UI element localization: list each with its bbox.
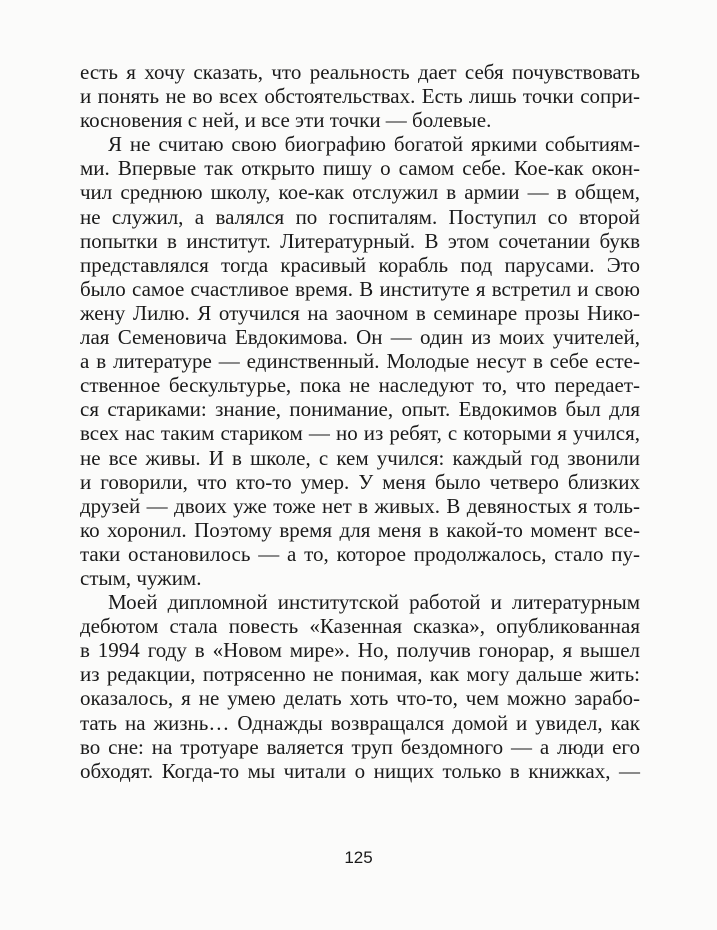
- paragraph-first-line: Я не считаю свою биографию богатой яркими событиям-: [108, 132, 640, 157]
- text-line: и говорили, что кто-то умер. У меня было четверо близких: [80, 469, 640, 494]
- text-line: обходят. Когда-то мы читали о нищих только в книжках, —: [80, 758, 640, 783]
- text-line: оказалось, я не умею делать хоть что-то, чем можно зарабо-: [80, 686, 640, 711]
- text-line: тать на жизнь… Однажды возвращался домой и увидел, как: [80, 710, 640, 735]
- text-line: не все живы. И в школе, с кем учился: каждый год звонили: [80, 445, 640, 470]
- text-line: ственное бескультурье, пока не наследуют то, что передает-: [80, 373, 640, 398]
- text-line: попытки в институт. Литературный. В этом сочетании букв: [80, 228, 640, 253]
- text-line: всех нас таким стариком — но из ребят, с которыми я учился,: [80, 421, 640, 446]
- text-line: косновения с ней, и все эти точки — болевые.: [80, 108, 492, 133]
- text-line: чил среднюю школу, кое-как отслужил в армии — в общем,: [80, 180, 640, 205]
- text-line: в 1994 году в «Новом мире». Но, получив гонорар, я вышел: [80, 638, 640, 663]
- text-line: ко хоронил. Поэтому время для меня в какой-то момент все-: [80, 517, 640, 542]
- text-line: во сне: на тротуаре валяется труп бездомного — а люди его: [80, 734, 640, 759]
- text-line: представлялся тогда красивый корабль под парусами. Это: [80, 252, 640, 277]
- page-number: 125: [344, 848, 373, 867]
- text-line: жену Лилю. Я отучился на заочном в семинаре прозы Нико-: [80, 300, 640, 325]
- text-line: ми. Впервые так открыто пишу о самом себе. Кое-как окон-: [80, 156, 640, 181]
- body-text: [80, 60, 640, 783]
- text-line: не служил, а валялся по госпиталям. Поступил со второй: [80, 204, 640, 229]
- text-line: таки остановилось — а то, которое продолжалось, стало пу-: [80, 541, 640, 566]
- text-line: есть я хочу сказать, что реальность дает себя почувствовать: [80, 60, 640, 84]
- text-line: стым, чужим.: [80, 565, 202, 590]
- text-line: ся стариками: знание, понимание, опыт. Евдокимов был для: [80, 397, 640, 422]
- text-line: было самое счастливое время. В институте я встретил и свою: [80, 276, 640, 301]
- text-line: а в литературе — единственный. Молодые несут в себе есте-: [80, 349, 640, 374]
- text-line: и понять не во всех обстоятельствах. Есть лишь точки сопри-: [80, 84, 640, 109]
- text-line: дебютом стала повесть «Казенная сказка», опубликованная: [80, 614, 640, 639]
- text-line: лая Семеновича Евдокимова. Он — один из моих учителей,: [80, 325, 640, 350]
- text-line: друзей — двоих уже тоже нет в живых. В девяностых я толь-: [80, 493, 640, 518]
- paragraph-first-line: Моей дипломной институтской работой и литературным: [108, 590, 640, 615]
- text-line: из редакции, потрясенно не понимая, как могу дальше жить:: [80, 662, 640, 687]
